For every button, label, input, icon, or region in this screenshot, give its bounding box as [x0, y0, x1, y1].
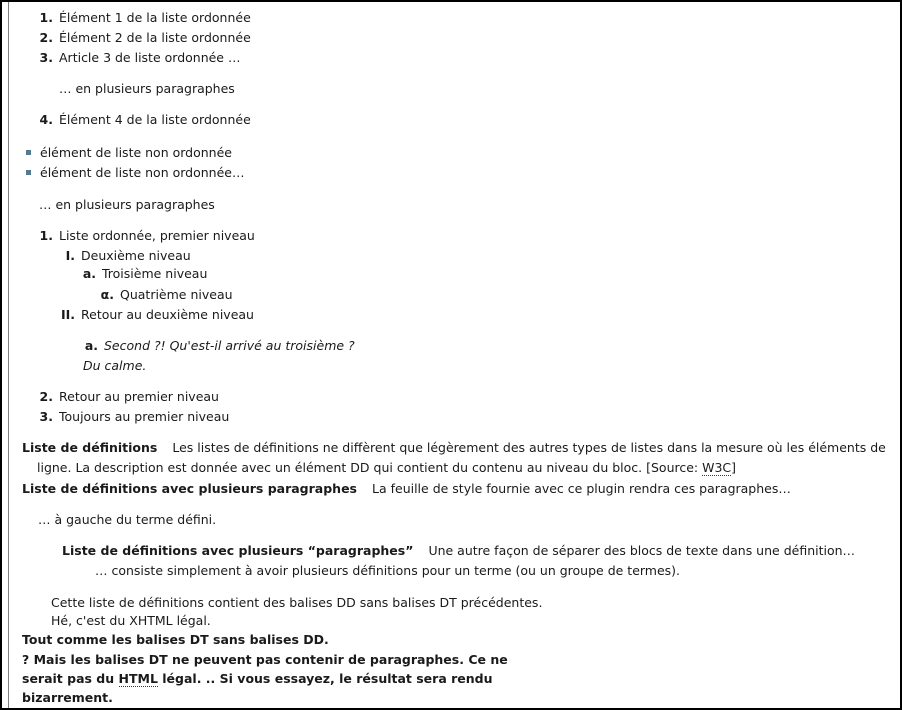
list-item-text: élément de liste non ordonnée: [40, 145, 232, 160]
description-text: ]: [731, 460, 737, 475]
definition-term: Liste de définitions avec plusieurs paragraphes: [22, 481, 357, 496]
ordered-list-item-4: [39, 110, 251, 130]
definition-description: Les listes de définitions ne diffèrent que légèrement des autres types de listes dans la mesure où les éléments de: [172, 440, 886, 455]
definition-row-1: [22, 438, 886, 458]
list-item-text-italic: Second ?! Qu'est-il arrivé au troisième ?: [104, 338, 355, 353]
list-item-text: Deuxième niveau: [81, 248, 191, 263]
definition-term: Tout comme les balises DT sans balises DD.: [22, 632, 329, 647]
list-item-text: Toujours au premier niveau: [59, 409, 230, 424]
ordered-list-item-1: [39, 8, 251, 28]
list-item-text: Troisième niveau: [102, 266, 208, 281]
nested-list-level1-item2: [39, 387, 219, 407]
list-marker: 4.: [39, 112, 53, 127]
definition-term: Liste de définitions: [22, 440, 158, 455]
list-item-text: Élément 2 de la liste ordonnée: [59, 30, 251, 45]
square-bullet-icon: [26, 150, 31, 155]
list-item-extra-paragraph: [39, 195, 215, 215]
nested-list-level1-item3: [39, 407, 230, 427]
page-left-rule: [8, 2, 9, 708]
dd-without-dt-line-1: [51, 593, 542, 613]
list-item-second-paragraph: [83, 356, 146, 376]
description-text: Cette liste de définitions contient des balises DD sans balises DT précédentes.: [51, 595, 543, 610]
dd-without-dt-line-2: [51, 611, 211, 631]
definition-row-2: [22, 479, 791, 499]
w3c-link[interactable]: W3C: [702, 460, 732, 475]
definition-term-text: bizarrement.: [22, 690, 113, 705]
ordered-list-item-3: [39, 48, 241, 68]
list-marker: 1.: [39, 10, 53, 25]
definition-term-text: ? Mais les balises DT ne peuvent pas contenir de paragraphes. Ce ne: [22, 652, 508, 667]
list-marker: 3.: [39, 50, 53, 65]
list-item-text: Retour au deuxième niveau: [81, 307, 254, 322]
list-item-text: Élément 1 de la liste ordonnée: [59, 10, 251, 25]
dt-without-dd: [22, 630, 329, 650]
list-item-extra-paragraph: [59, 79, 235, 99]
description-text: … consiste simplement à avoir plusieurs définitions pour un terme (ou un groupe de termes).: [95, 563, 681, 578]
list-marker: II.: [60, 307, 75, 322]
ordered-list-item-2: [39, 28, 251, 48]
nested-list-level3-item1: [82, 264, 208, 284]
nested-definition-row: [62, 541, 855, 561]
unordered-list-item-1: [40, 143, 232, 163]
definition-term-text: légal. .. Si vous essayez, le résultat sera rendu: [157, 671, 493, 686]
list-item-text: Retour au premier niveau: [59, 389, 219, 404]
list-marker: 3.: [39, 409, 53, 424]
dt-paragraph-line-3: [22, 688, 113, 708]
list-marker: 2.: [39, 30, 53, 45]
list-marker: I.: [65, 248, 75, 263]
dt-paragraph-line-2: [22, 669, 493, 689]
list-item-text: Article 3 de liste ordonnée …: [59, 50, 241, 65]
description-text: ligne. La description est donnée avec un élément DD qui contient du contenu au niveau du bloc. [Source:: [37, 460, 703, 475]
unordered-list-item-2: [40, 163, 244, 183]
list-item-text: Quatrième niveau: [120, 287, 233, 302]
description-text: Hé, c'est du XHTML légal.: [51, 613, 211, 628]
description-text: … à gauche du terme défini.: [38, 512, 217, 527]
nested-list-level2-item1: [65, 246, 191, 266]
list-marker: 2.: [39, 389, 53, 404]
list-marker: a.: [82, 266, 96, 281]
paragraph-text-italic: Du calme.: [83, 358, 147, 373]
list-marker: α.: [100, 287, 114, 302]
definition-description-continuation: [37, 458, 736, 478]
list-item-text: Liste ordonnée, premier niveau: [59, 228, 255, 243]
nested-list-level3-item2: [84, 336, 355, 356]
list-marker: 1.: [39, 228, 53, 243]
dt-paragraph-line-1: [22, 650, 508, 670]
definition-term-text: serait pas du: [22, 671, 119, 686]
definition-second-paragraph: [38, 510, 216, 530]
nested-list-level1-item1: [39, 226, 255, 246]
paragraph-text: … en plusieurs paragraphes: [59, 81, 235, 96]
html-link[interactable]: HTML: [118, 671, 158, 686]
definition-term: Liste de définitions avec plusieurs “paragraphes”: [62, 543, 414, 558]
list-item-text: élément de liste non ordonnée…: [40, 165, 245, 180]
definition-description: Une autre façon de séparer des blocs de texte dans une définition…: [428, 543, 856, 558]
list-item-text: Élément 4 de la liste ordonnée: [59, 112, 251, 127]
list-marker: a.: [84, 338, 98, 353]
definition-description: La feuille de style fournie avec ce plugin rendra ces paragraphes…: [372, 481, 791, 496]
paragraph-text: … en plusieurs paragraphes: [39, 197, 215, 212]
square-bullet-icon: [26, 170, 31, 175]
nested-definition-description-2: [95, 561, 680, 581]
nested-list-level2-item2: [60, 305, 254, 325]
nested-list-level4-item1: [100, 285, 233, 305]
